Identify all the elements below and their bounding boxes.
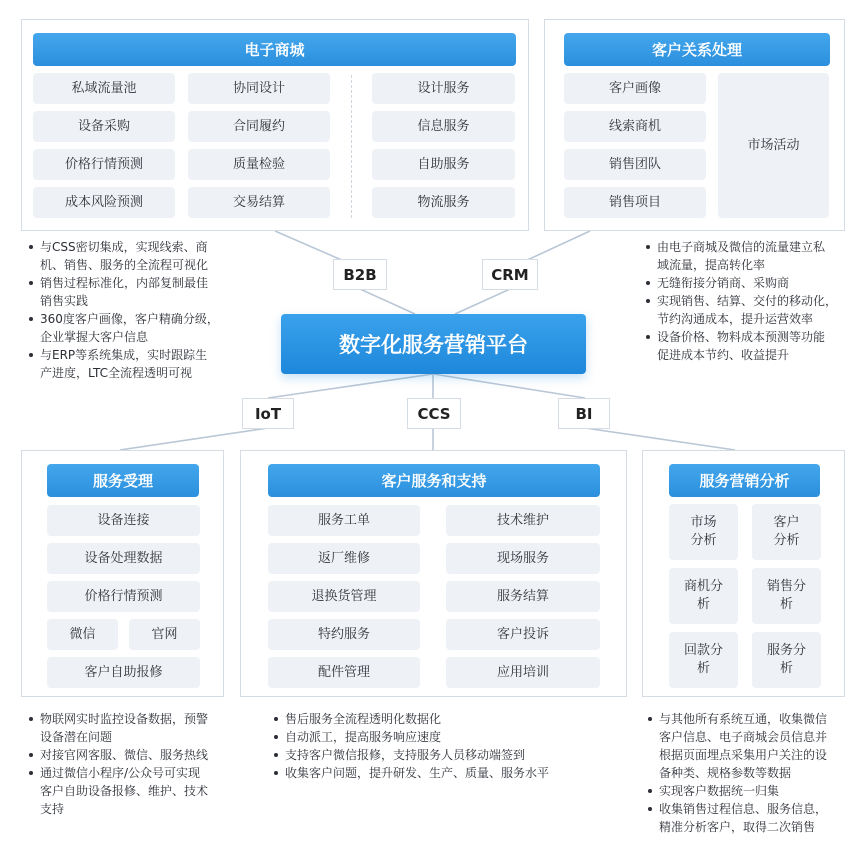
connector-bi: BI — [558, 398, 610, 429]
connector-iot: IoT — [242, 398, 294, 429]
connector-b2b: B2B — [333, 259, 387, 290]
service-accept-wechat: 微信 — [47, 619, 118, 650]
note-item: 物联网实时监控设备数据，预警 设备潜在问题 — [27, 710, 232, 746]
customer-service-item: 现场服务 — [446, 543, 600, 574]
ecommerce-item: 成本风险预测 — [33, 187, 175, 218]
service-accept-panel — [21, 450, 224, 697]
analysis-service: 服务分 析 — [752, 632, 821, 688]
ecommerce-service: 信息服务 — [372, 111, 515, 142]
ecommerce-item: 协同设计 — [188, 73, 330, 104]
service-accept-item: 设备处理数据 — [47, 543, 200, 574]
customer-service-item: 返厂维修 — [268, 543, 420, 574]
crm-title: 客户关系处理 — [564, 33, 830, 66]
note-item: 与CSS密切集成，实现线索、商 机、销售、服务的全流程可视化 — [27, 238, 257, 274]
note-item: 与ERP等系统集成，实时跟踪生 产进度，LTC全流程透明可视 — [27, 346, 257, 382]
analysis-opportunity: 商机分 析 — [669, 568, 738, 624]
ecommerce-item: 价格行情预测 — [33, 149, 175, 180]
crm-item: 销售团队 — [564, 149, 706, 180]
service-accept-website: 官网 — [129, 619, 200, 650]
note-item: 通过微信小程序/公众号可实现 客户自助设备报修、维护、技术 支持 — [27, 764, 232, 818]
ecommerce-item: 私域流量池 — [33, 73, 175, 104]
marketing-analysis-panel — [642, 450, 845, 697]
ecommerce-title: 电子商城 — [33, 33, 516, 66]
crm-item: 客户画像 — [564, 73, 706, 104]
crm-panel — [544, 19, 845, 231]
service-accept-title: 服务受理 — [47, 464, 199, 497]
note-item: 实现客户数据统一归集 — [646, 782, 861, 800]
crm-item: 销售项目 — [564, 187, 706, 218]
customer-service-item: 客户投诉 — [446, 619, 600, 650]
note-item: 设备价格、物料成本预测等功能 促进成本节约、收益提升 — [644, 328, 859, 364]
notes-top-right — [644, 238, 859, 364]
customer-service-item: 配件管理 — [268, 657, 420, 688]
service-accept-item: 价格行情预测 — [47, 581, 200, 612]
ecommerce-service: 自助服务 — [372, 149, 515, 180]
note-item: 由电子商城及微信的流量建立私 域流量，提高转化率 — [644, 238, 859, 274]
marketing-analysis-title: 服务营销分析 — [669, 464, 820, 497]
customer-service-title: 客户服务和支持 — [268, 464, 600, 497]
notes-bottom-right — [646, 710, 861, 836]
note-item: 支持客户微信报修，支持服务人员移动端签到 — [272, 746, 592, 764]
analysis-market: 市场 分析 — [669, 504, 738, 560]
ecommerce-item: 合同履约 — [188, 111, 330, 142]
ecommerce-divider — [351, 75, 352, 218]
analysis-payment: 回款分 析 — [669, 632, 738, 688]
notes-bottom-mid — [272, 710, 592, 782]
ecommerce-service: 物流服务 — [372, 187, 515, 218]
note-item: 收集销售过程信息、服务信息， 精准分析客户，取得二次销售 — [646, 800, 861, 836]
analysis-sales: 销售分 析 — [752, 568, 821, 624]
customer-service-item: 技术维护 — [446, 505, 600, 536]
note-item: 售后服务全流程透明化数据化 — [272, 710, 592, 728]
service-accept-item: 设备连接 — [47, 505, 200, 536]
notes-bottom-left — [27, 710, 232, 818]
note-item: 无缝衔接分销商、采购商 — [644, 274, 859, 292]
ecommerce-panel — [21, 19, 529, 231]
platform-title: 数字化服务营销平台 — [281, 314, 586, 374]
customer-service-item: 服务结算 — [446, 581, 600, 612]
notes-top-left — [27, 238, 257, 382]
note-item: 销售过程标准化，内部复制最佳 销售实践 — [27, 274, 257, 310]
ecommerce-service: 设计服务 — [372, 73, 515, 104]
customer-service-item: 退换货管理 — [268, 581, 420, 612]
customer-service-panel — [240, 450, 627, 697]
connector-ccs: CCS — [407, 398, 461, 429]
crm-market-activity: 市场活动 — [718, 73, 829, 218]
ecommerce-item: 质量检验 — [188, 149, 330, 180]
note-item: 与其他所有系统互通，收集微信 客户信息、电子商城会员信息并 根据页面埋点采集用户关注的设 备种类、规格参数等数据 — [646, 710, 861, 782]
ecommerce-item: 设备采购 — [33, 111, 175, 142]
note-item: 收集客户问题，提升研发、生产、质量、服务水平 — [272, 764, 592, 782]
crm-item: 线索商机 — [564, 111, 706, 142]
connector-crm: CRM — [482, 259, 538, 290]
note-item: 实现销售、结算、交付的移动化， 节约沟通成本，提升运营效率 — [644, 292, 859, 328]
note-item: 自动派工，提高服务响应速度 — [272, 728, 592, 746]
customer-service-item: 特约服务 — [268, 619, 420, 650]
note-item: 对接官网客服、微信、服务热线 — [27, 746, 232, 764]
customer-service-item: 服务工单 — [268, 505, 420, 536]
note-item: 360度客户画像，客户精确分级， 企业掌握大客户信息 — [27, 310, 257, 346]
service-accept-item: 客户自助报修 — [47, 657, 200, 688]
analysis-customer: 客户 分析 — [752, 504, 821, 560]
customer-service-item: 应用培训 — [446, 657, 600, 688]
ecommerce-item: 交易结算 — [188, 187, 330, 218]
